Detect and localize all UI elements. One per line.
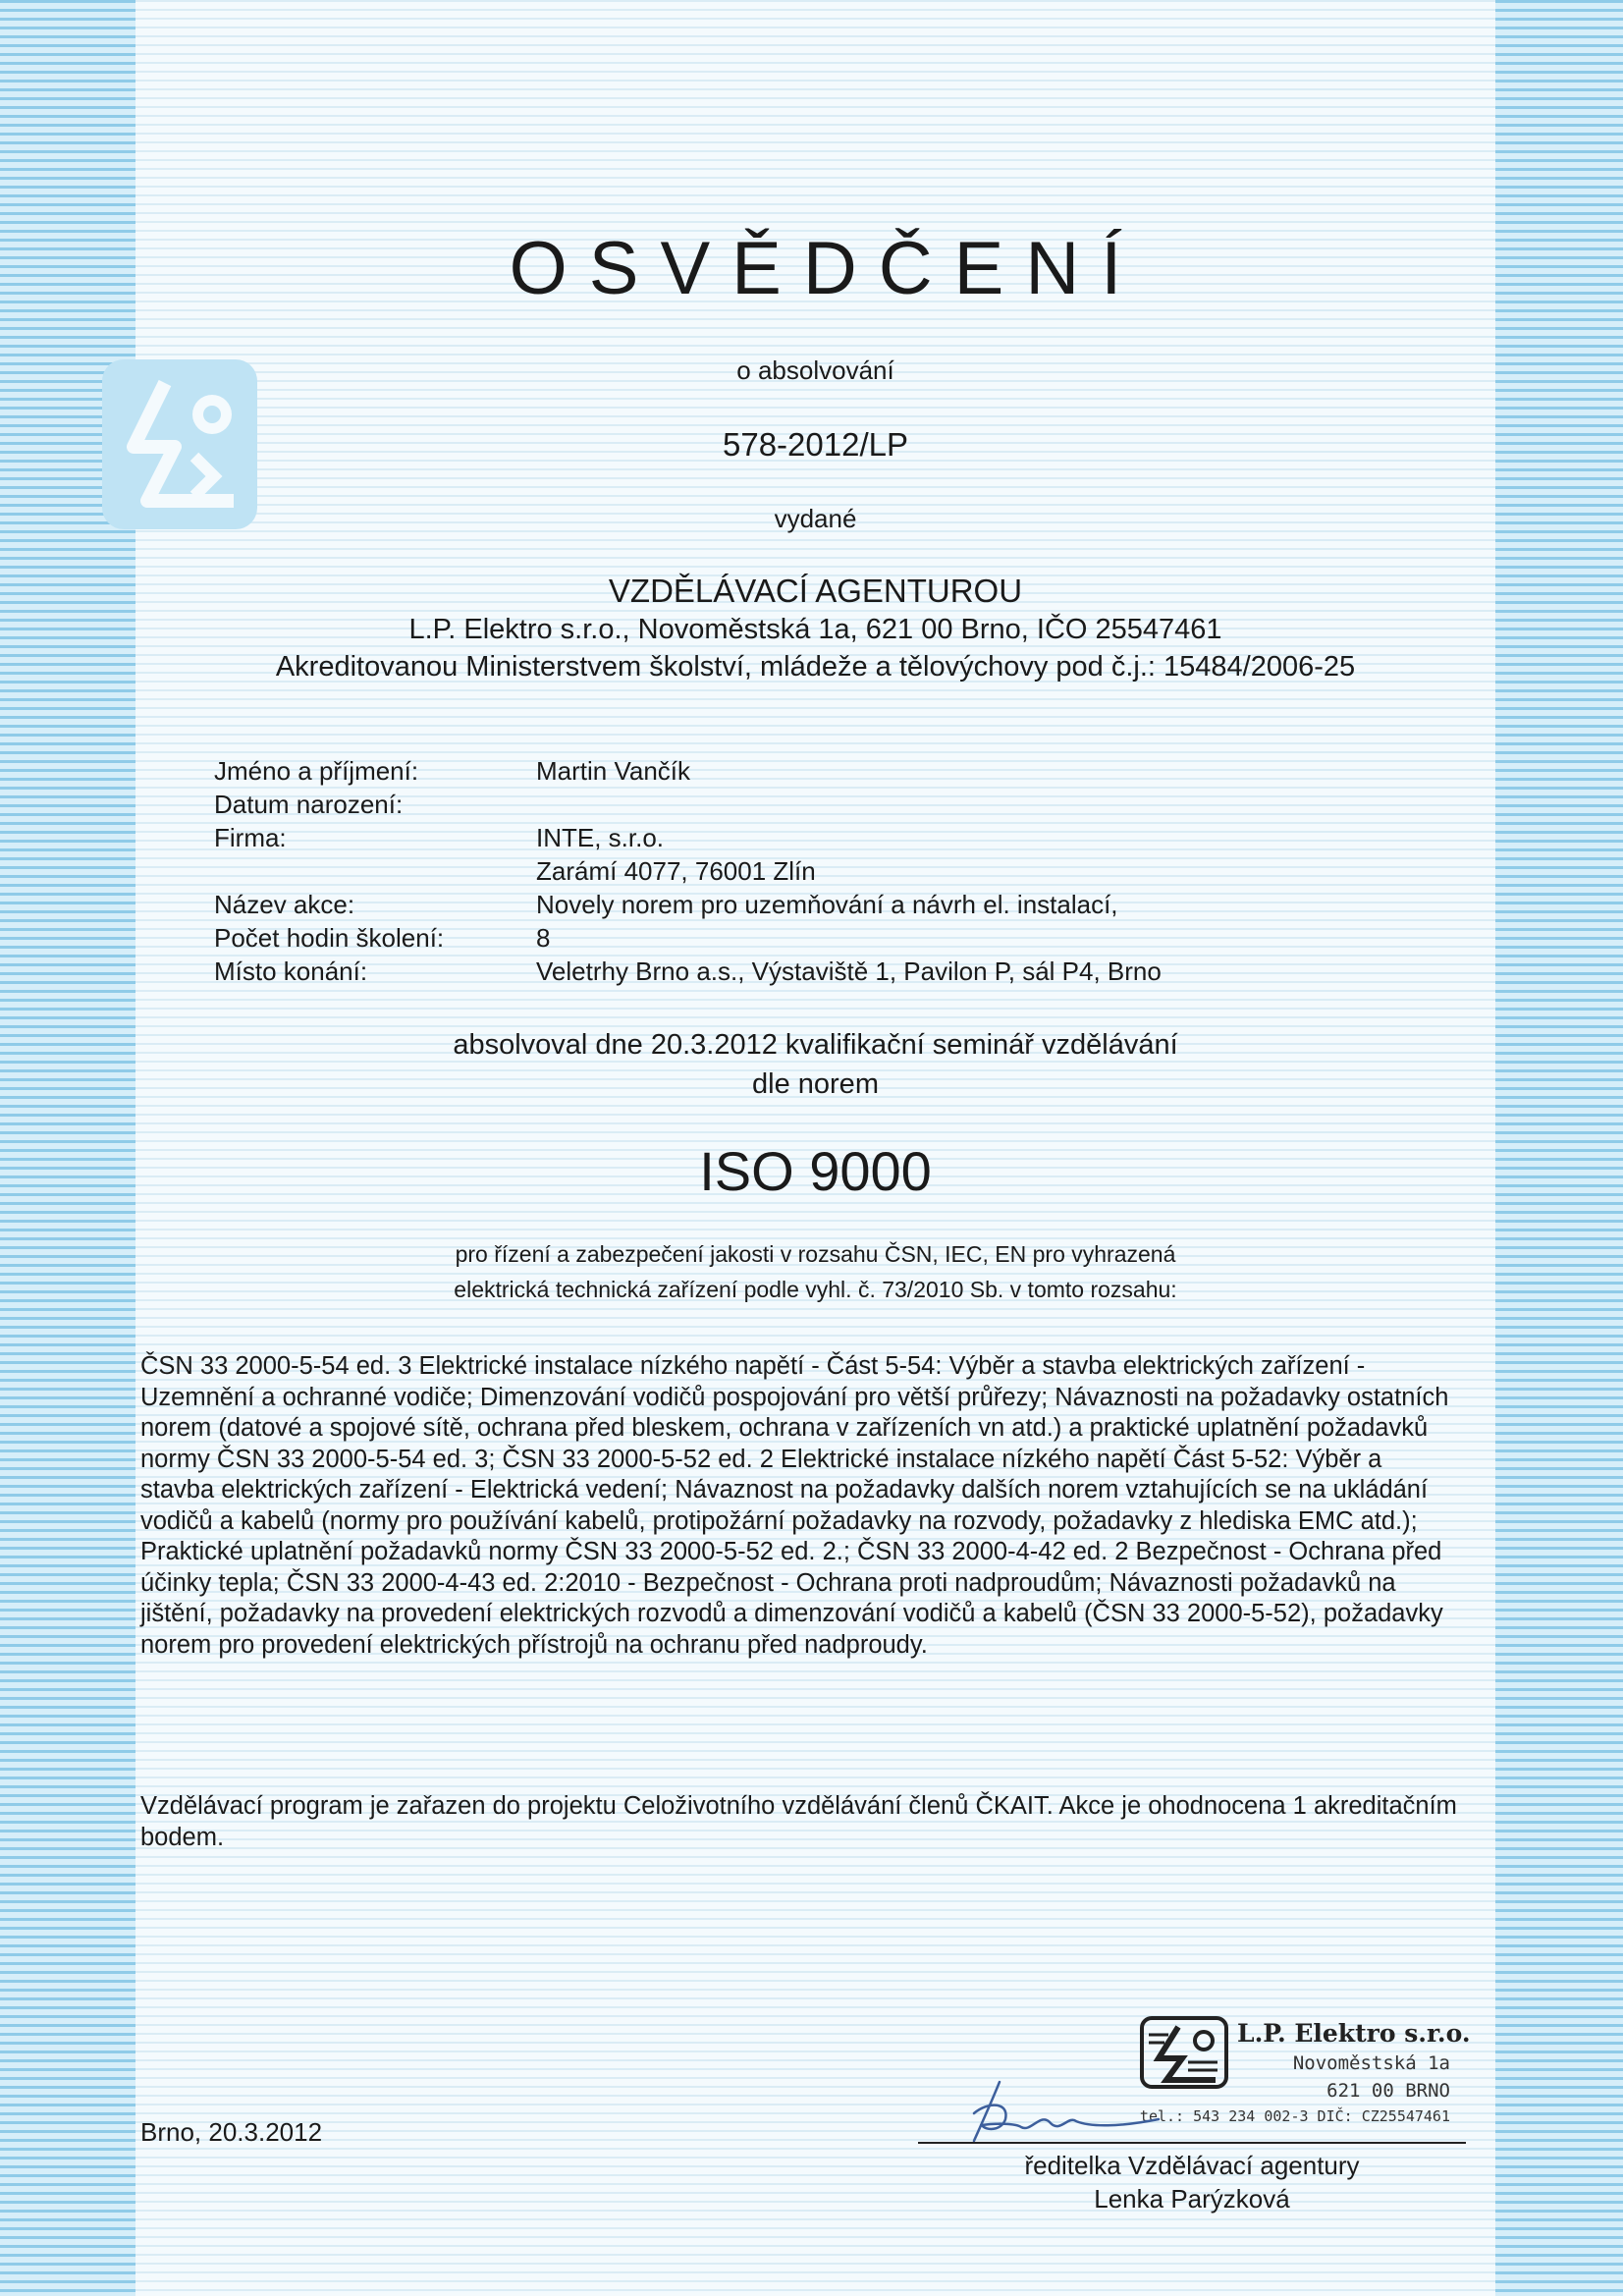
detail-label: Název akce: [214,890,355,919]
issued-by-label: vydané [774,504,857,533]
detail-label: Datum narození: [214,790,404,819]
left-decorative-band [0,0,135,2296]
detail-label: Počet hodin školení: [214,923,445,953]
detail-value: Martin Vančík [536,756,691,786]
certificate-title: OSVĚDČENÍ [509,227,1144,310]
scope-paragraph: ČSN 33 2000-5-54 ed. 3 Elektrické instalace nízkého napětí - Část 5-54: Výběr a stavba elektrických zařízení - Uzemnění a ochranné vodiče; Dimenzování vodičů pospojování pro větší průřezy; Návaznosti na požadavky ostatních norem (datové a spojové sítě, ochrana před bleskem, ochrana v zařízeních vn atd.) a praktické uplatnění požadavků normy ČSN 33 2000-5-54 ed. 3; ČSN 33 2000-5-52 ed. 2 Elektrické instalace nízkého napětí Část 5-52: Výběr a stavba elektrických zařízení - Elektrická vedení; Návaznost na požadavky dalších norem vztahujících se na ukládání vodičů a kabelů (normy pro používání kabelů, protipožární požadavky na rozvody, požadavky z hlediska EMC atd.); Praktické uplatnění požadavků normy ČSN 33 2000-5-52 ed. 2.; ČSN 33 2000-4-42 ed. 2 Bezpečnost - Ochrana před účinky tepla; ČSN 33 2000-4-43 ed. 2:2010 - Bezpečnost - Ochrana proti nadproudům; Návaznosti požadavků na jištění, požadavky na provedení elektrických rozvodů a dimenzování vodičů a kabelů (ČSN 33 2000-5-52), požadavky norem pro provedení elektrických přístrojů na ochranu před nadproudy. [140,1352,1449,1659]
detail-value: 8 [536,923,551,953]
detail-label: Firma: [214,823,287,852]
stamp-city: 621 00 BRNO [1326,2080,1450,2102]
detail-row-hours [214,923,1196,955]
scope-line-1: pro řízení a zabezpečení jakosti v rozsahu ČSN, IEC, EN pro vyhrazená [455,1241,1176,1267]
detail-label: Jméno a příjmení: [214,756,419,786]
scope-line-2: elektrická technická zařízení podle vyhl. č. 73/2010 Sb. v tomto rozsahu: [454,1277,1177,1302]
right-decorative-band [1495,0,1623,2296]
detail-row-name [214,756,1196,788]
stamp-street: Novoměstská 1a [1292,2052,1450,2074]
program-note: Vzdělávací program je zařazen do projektu Celoživotního vzdělávání členů ČKAIT. Akce je ohodnocena 1 akreditačním bodem. [140,1792,1457,1851]
issuer-address: L.P. Elektro s.r.o., Novoměstská 1a, 621 00 Brno, IČO 25547461 [408,614,1222,645]
detail-value: Zarámí 4077, 76001 Zlín [536,856,816,886]
detail-label: Místo konání: [214,957,368,986]
issuer-heading: VZDĚLÁVACÍ AGENTUROU [608,573,1023,609]
detail-row-birthdate [214,790,1196,821]
place-date: Brno, 20.3.2012 [140,2117,323,2147]
detail-value: Veletrhy Brno a.s., Výstaviště 1, Pavilon P, sál P4, Brno [536,957,1162,986]
standard-name: ISO 9000 [699,1140,932,1202]
detail-value: Novely norem pro uzemňování a návrh el. instalací, [536,890,1118,919]
completion-line-1: absolvoval dne 20.3.2012 kvalifikační seminář vzdělávání [453,1029,1178,1061]
signatory-role: ředitelka Vzdělávací agentury [1024,2151,1360,2180]
handwritten-signature [952,2062,1178,2151]
detail-row-company [214,823,1196,854]
detail-row-company-address [214,856,1196,888]
detail-row-venue [214,957,1196,988]
signature-line [918,2142,1466,2144]
signatory-name: Lenka Parýzková [1094,2184,1290,2214]
stamp-company: L.P. Elektro s.r.o. [1237,2019,1471,2048]
certificate-number: 578-2012/LP [723,426,908,463]
detail-value: INTE, s.r.o. [536,823,665,852]
stamp-contact: tel.: 543 234 002-3 DIČ: CZ25547461 [1139,2107,1450,2125]
issuer-accreditation: Akreditovanou Ministerstvem školství, mládeže a tělovýchovy pod č.j.: 15484/2006-25 [275,651,1356,683]
completion-line-2: dle norem [752,1068,879,1100]
intro-text: o absolvování [736,355,894,385]
detail-row-event [214,890,1196,921]
